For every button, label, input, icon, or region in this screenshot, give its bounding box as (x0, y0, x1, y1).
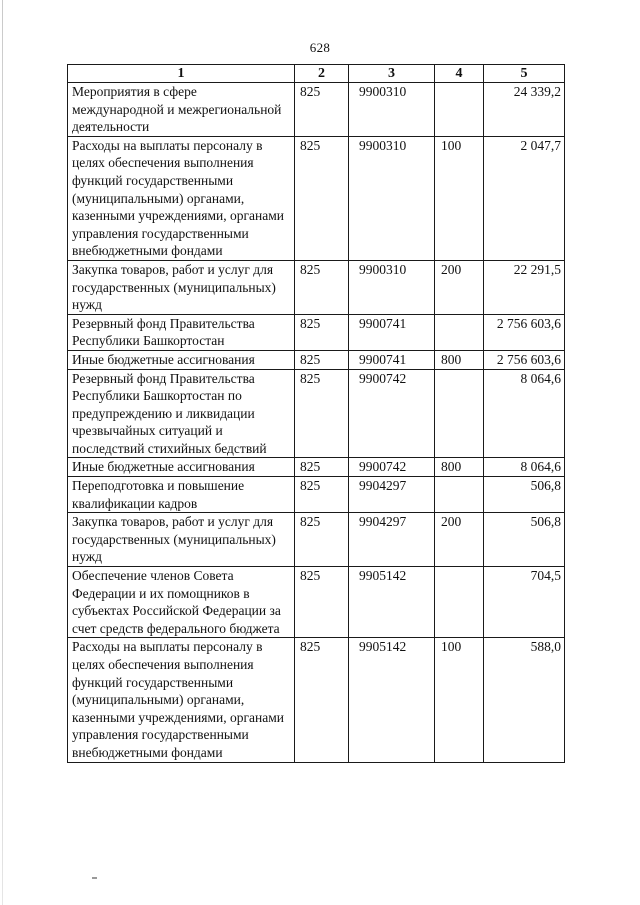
row-ministry-code: 825 (295, 638, 349, 762)
row-ministry-code: 825 (295, 83, 349, 137)
table-row (68, 567, 565, 638)
row-expense-type: 100 (435, 638, 484, 762)
row-expense-type (435, 369, 484, 458)
row-target-code: 9900310 (349, 83, 435, 137)
header-col-1: 1 (68, 65, 295, 83)
row-ministry-code: 825 (295, 350, 349, 369)
row-ministry-code: 825 (295, 458, 349, 477)
header-col-5: 5 (484, 65, 565, 83)
table-row (68, 350, 565, 369)
budget-table (67, 64, 565, 763)
row-target-code: 9900742 (349, 458, 435, 477)
row-expense-type: 200 (435, 513, 484, 567)
row-target-code: 9900741 (349, 350, 435, 369)
row-ministry-code: 825 (295, 136, 349, 260)
row-expense-type: 800 (435, 458, 484, 477)
row-target-code: 9904297 (349, 513, 435, 567)
table-row (68, 477, 565, 513)
row-name: Иные бюджетные ассигнования (68, 458, 295, 477)
row-ministry-code: 825 (295, 314, 349, 350)
row-amount: 588,0 (484, 638, 565, 762)
header-col-2: 2 (295, 65, 349, 83)
row-expense-type: 200 (435, 260, 484, 314)
row-name: Расходы на выплаты персоналу в целях обеспечения выполнения функций государственными (муниципальными) органами, казенными учреждениями, органами управления государственными внебюджетными фондами (68, 638, 295, 762)
row-target-code: 9905142 (349, 638, 435, 762)
table-row (68, 136, 565, 260)
table-row (68, 314, 565, 350)
row-expense-type (435, 567, 484, 638)
row-name: Закупка товаров, работ и услуг для государственных (муниципальных) нужд (68, 513, 295, 567)
row-amount: 2 047,7 (484, 136, 565, 260)
row-amount: 506,8 (484, 477, 565, 513)
row-ministry-code: 825 (295, 513, 349, 567)
row-ministry-code: 825 (295, 477, 349, 513)
row-name: Резервный фонд Правительства Республики Башкортостан (68, 314, 295, 350)
table-row (68, 369, 565, 458)
table-header-row (68, 65, 565, 83)
header-col-3: 3 (349, 65, 435, 83)
table-row (68, 638, 565, 762)
row-target-code: 9900310 (349, 260, 435, 314)
table-row (68, 83, 565, 137)
row-ministry-code: 825 (295, 567, 349, 638)
table-row (68, 513, 565, 567)
row-name: Закупка товаров, работ и услуг для государственных (муниципальных) нужд (68, 260, 295, 314)
row-name: Переподготовка и повышение квалификации кадров (68, 477, 295, 513)
row-name: Мероприятия в сфере международной и межрегиональной деятельности (68, 83, 295, 137)
row-target-code: 9905142 (349, 567, 435, 638)
header-col-4: 4 (435, 65, 484, 83)
row-expense-type (435, 314, 484, 350)
table-row (68, 458, 565, 477)
row-name: Расходы на выплаты персоналу в целях обеспечения выполнения функций государственными (муниципальными) органами, казенными учреждениями, органами управления государственными внебюджетными фондами (68, 136, 295, 260)
row-expense-type: 100 (435, 136, 484, 260)
row-name: Обеспечение членов Совета Федерации и их помощников в субъектах Российской Федерации за счет средств федерального бюджета (68, 567, 295, 638)
row-target-code: 9904297 (349, 477, 435, 513)
row-target-code: 9900310 (349, 136, 435, 260)
row-amount: 22 291,5 (484, 260, 565, 314)
row-amount: 2 756 603,6 (484, 350, 565, 369)
row-expense-type (435, 83, 484, 137)
row-amount: 704,5 (484, 567, 565, 638)
scan-mark (92, 877, 97, 879)
row-target-code: 9900741 (349, 314, 435, 350)
row-ministry-code: 825 (295, 369, 349, 458)
row-expense-type (435, 477, 484, 513)
row-amount: 506,8 (484, 513, 565, 567)
row-name: Резервный фонд Правительства Республики Башкортостан по предупреждению и ликвидации чрезвычайных ситуаций и последствий стихийных бедствий (68, 369, 295, 458)
row-target-code: 9900742 (349, 369, 435, 458)
scan-edge (2, 0, 3, 905)
row-amount: 24 339,2 (484, 83, 565, 137)
row-amount: 2 756 603,6 (484, 314, 565, 350)
row-amount: 8 064,6 (484, 369, 565, 458)
table-row (68, 260, 565, 314)
page-number: 628 (309, 40, 331, 55)
row-amount: 8 064,6 (484, 458, 565, 477)
row-ministry-code: 825 (295, 260, 349, 314)
row-expense-type: 800 (435, 350, 484, 369)
row-name: Иные бюджетные ассигнования (68, 350, 295, 369)
